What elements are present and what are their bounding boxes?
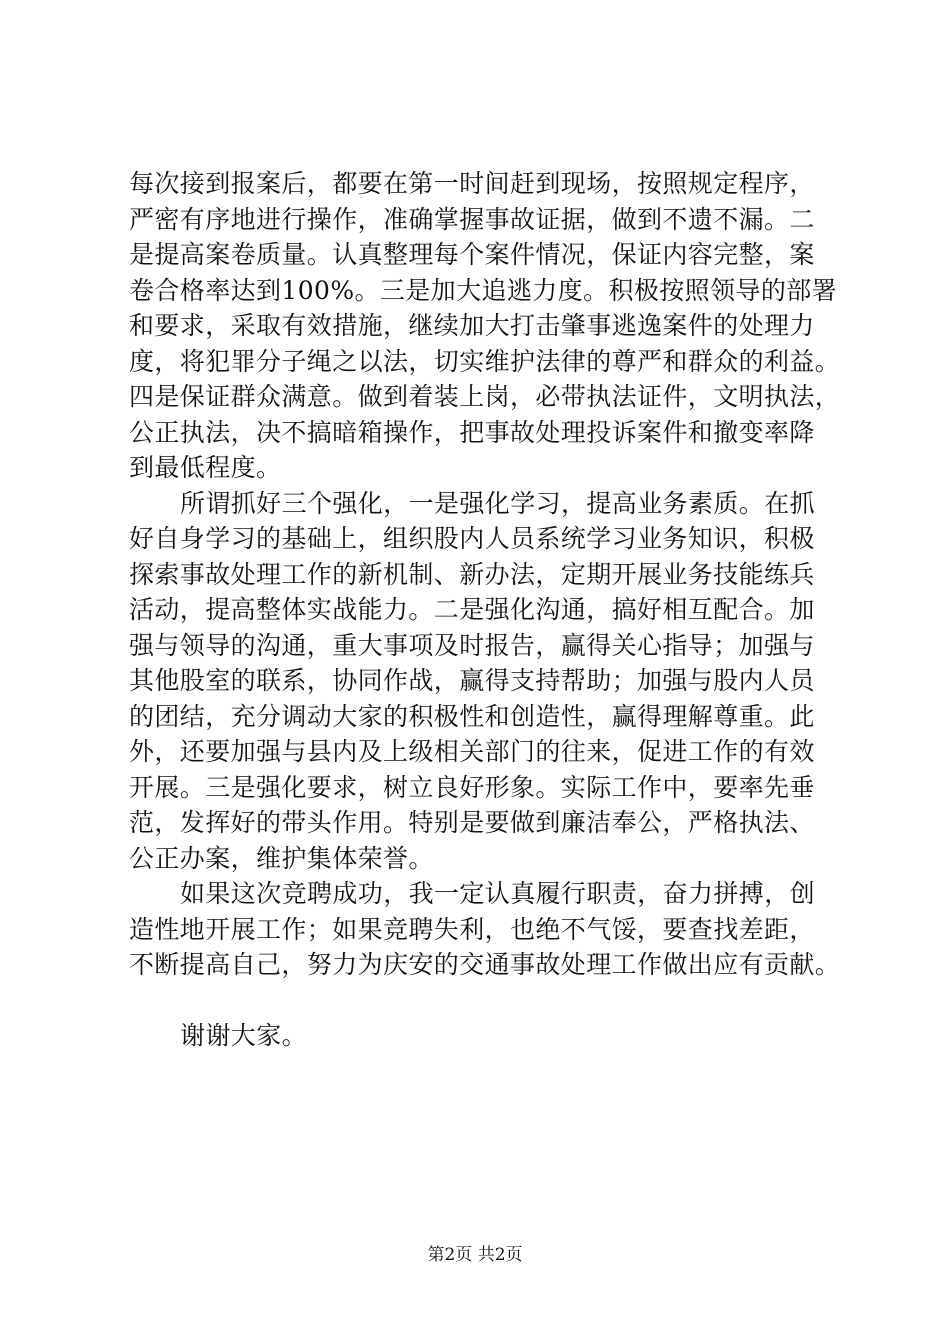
paragraph-start-line: 如果这次竞聘成功，我一定认真履行职责，奋力拼搏，创 xyxy=(180,879,816,908)
text-line: 开展。三是强化要求，树立良好形象。实际工作中，要率先垂 xyxy=(129,772,815,802)
text-line: 探索事故处理工作的新机制、新办法，定期开展业务技能练兵 xyxy=(129,559,815,589)
text-line: 活动，提高整体实战能力。二是强化沟通，搞好相互配合。加 xyxy=(129,595,815,624)
text-line: 范，发挥好的带头作用。特别是要做到廉洁奉公，严格执法、 xyxy=(129,808,815,837)
blank-line xyxy=(129,983,825,1019)
closing-line: 谢谢大家。 xyxy=(180,1021,308,1050)
text-line: 卷合格率达到100%。三是加大追逃力度。积极按照领导的部署 xyxy=(129,275,838,305)
text-line: 强与领导的沟通，重大事项及时报告，赢得关心指导；加强与 xyxy=(129,630,815,660)
text-line: 公正办案，维护集体荣誉。 xyxy=(129,843,434,873)
text-line: 四是保证群众满意。做到着装上岗，必带执法证件，文明执法， xyxy=(129,382,841,411)
text-line: 是提高案卷质量。认真整理每个案件情况，保证内容完整，案 xyxy=(129,240,815,269)
paragraph-start-line: 所谓抓好三个强化，一是强化学习，提高业务素质。在抓 xyxy=(180,488,816,518)
text-line: 到最低程度。 xyxy=(129,453,282,482)
text-line: 其他股室的联系，协同作战，赢得支持帮助；加强与股内人员 xyxy=(129,666,815,695)
text-line: 和要求，采取有效措施，继续加大打击肇事逃逸案件的处理力 xyxy=(129,311,815,340)
text-line: 的团结，充分调动大家的积极性和创造性，赢得理解尊重。此 xyxy=(129,701,815,731)
text-line: 不断提高自己，努力为庆安的交通事故处理工作做出应有贡献。 xyxy=(129,950,841,979)
text-line: 每次接到报案后，都要在第一时间赶到现场，按照规定程序， xyxy=(129,169,815,198)
text-line: 造性地开展工作；如果竞聘失利，也绝不气馁，要查找差距， xyxy=(129,914,815,944)
text-line: 公正执法，决不搞暗箱操作，把事故处理投诉案件和撤变率降 xyxy=(129,417,815,447)
text-line: 严密有序地进行操作，准确掌握事故证据，做到不遗不漏。二 xyxy=(129,204,815,234)
document-body xyxy=(129,166,841,1054)
text-line: 好自身学习的基础上，组织股内人员系统学习业务知识，积极 xyxy=(129,524,815,553)
text-line: 外，还要加强与县内及上级相关部门的往来，促进工作的有效 xyxy=(129,737,815,766)
page-footer: 第2页 共2页 xyxy=(427,1245,523,1265)
text-line: 度，将犯罪分子绳之以法，切实维护法律的尊严和群众的利益。 xyxy=(129,346,841,376)
